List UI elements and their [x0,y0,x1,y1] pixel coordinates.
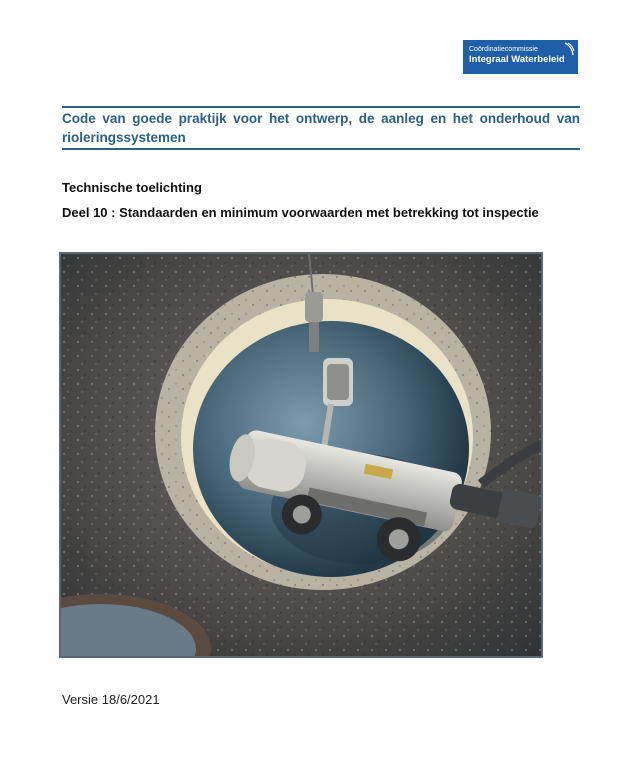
document-part-title: Deel 10 : Standaarden en minimum voorwaarden met betrekking tot inspectie [62,205,539,220]
version-label: Versie 18/6/2021 [62,692,160,707]
document-title: Code van goede praktijk voor het ontwerp, de aanleg en het onderhoud van rioleringssystemen [62,111,580,145]
document-subtitle: Technische toelichting [62,180,202,195]
logo-line-1: Coördinatiecommissie [469,46,538,53]
title-rule-bottom [62,148,580,150]
logo-line-2: Integraal Waterbeleid [469,54,565,65]
logo-wave-icon [563,42,575,56]
title-rule-top [62,106,580,108]
ciw-logo [463,40,578,74]
cover-photo-sewer-inspection-robot [59,252,543,658]
